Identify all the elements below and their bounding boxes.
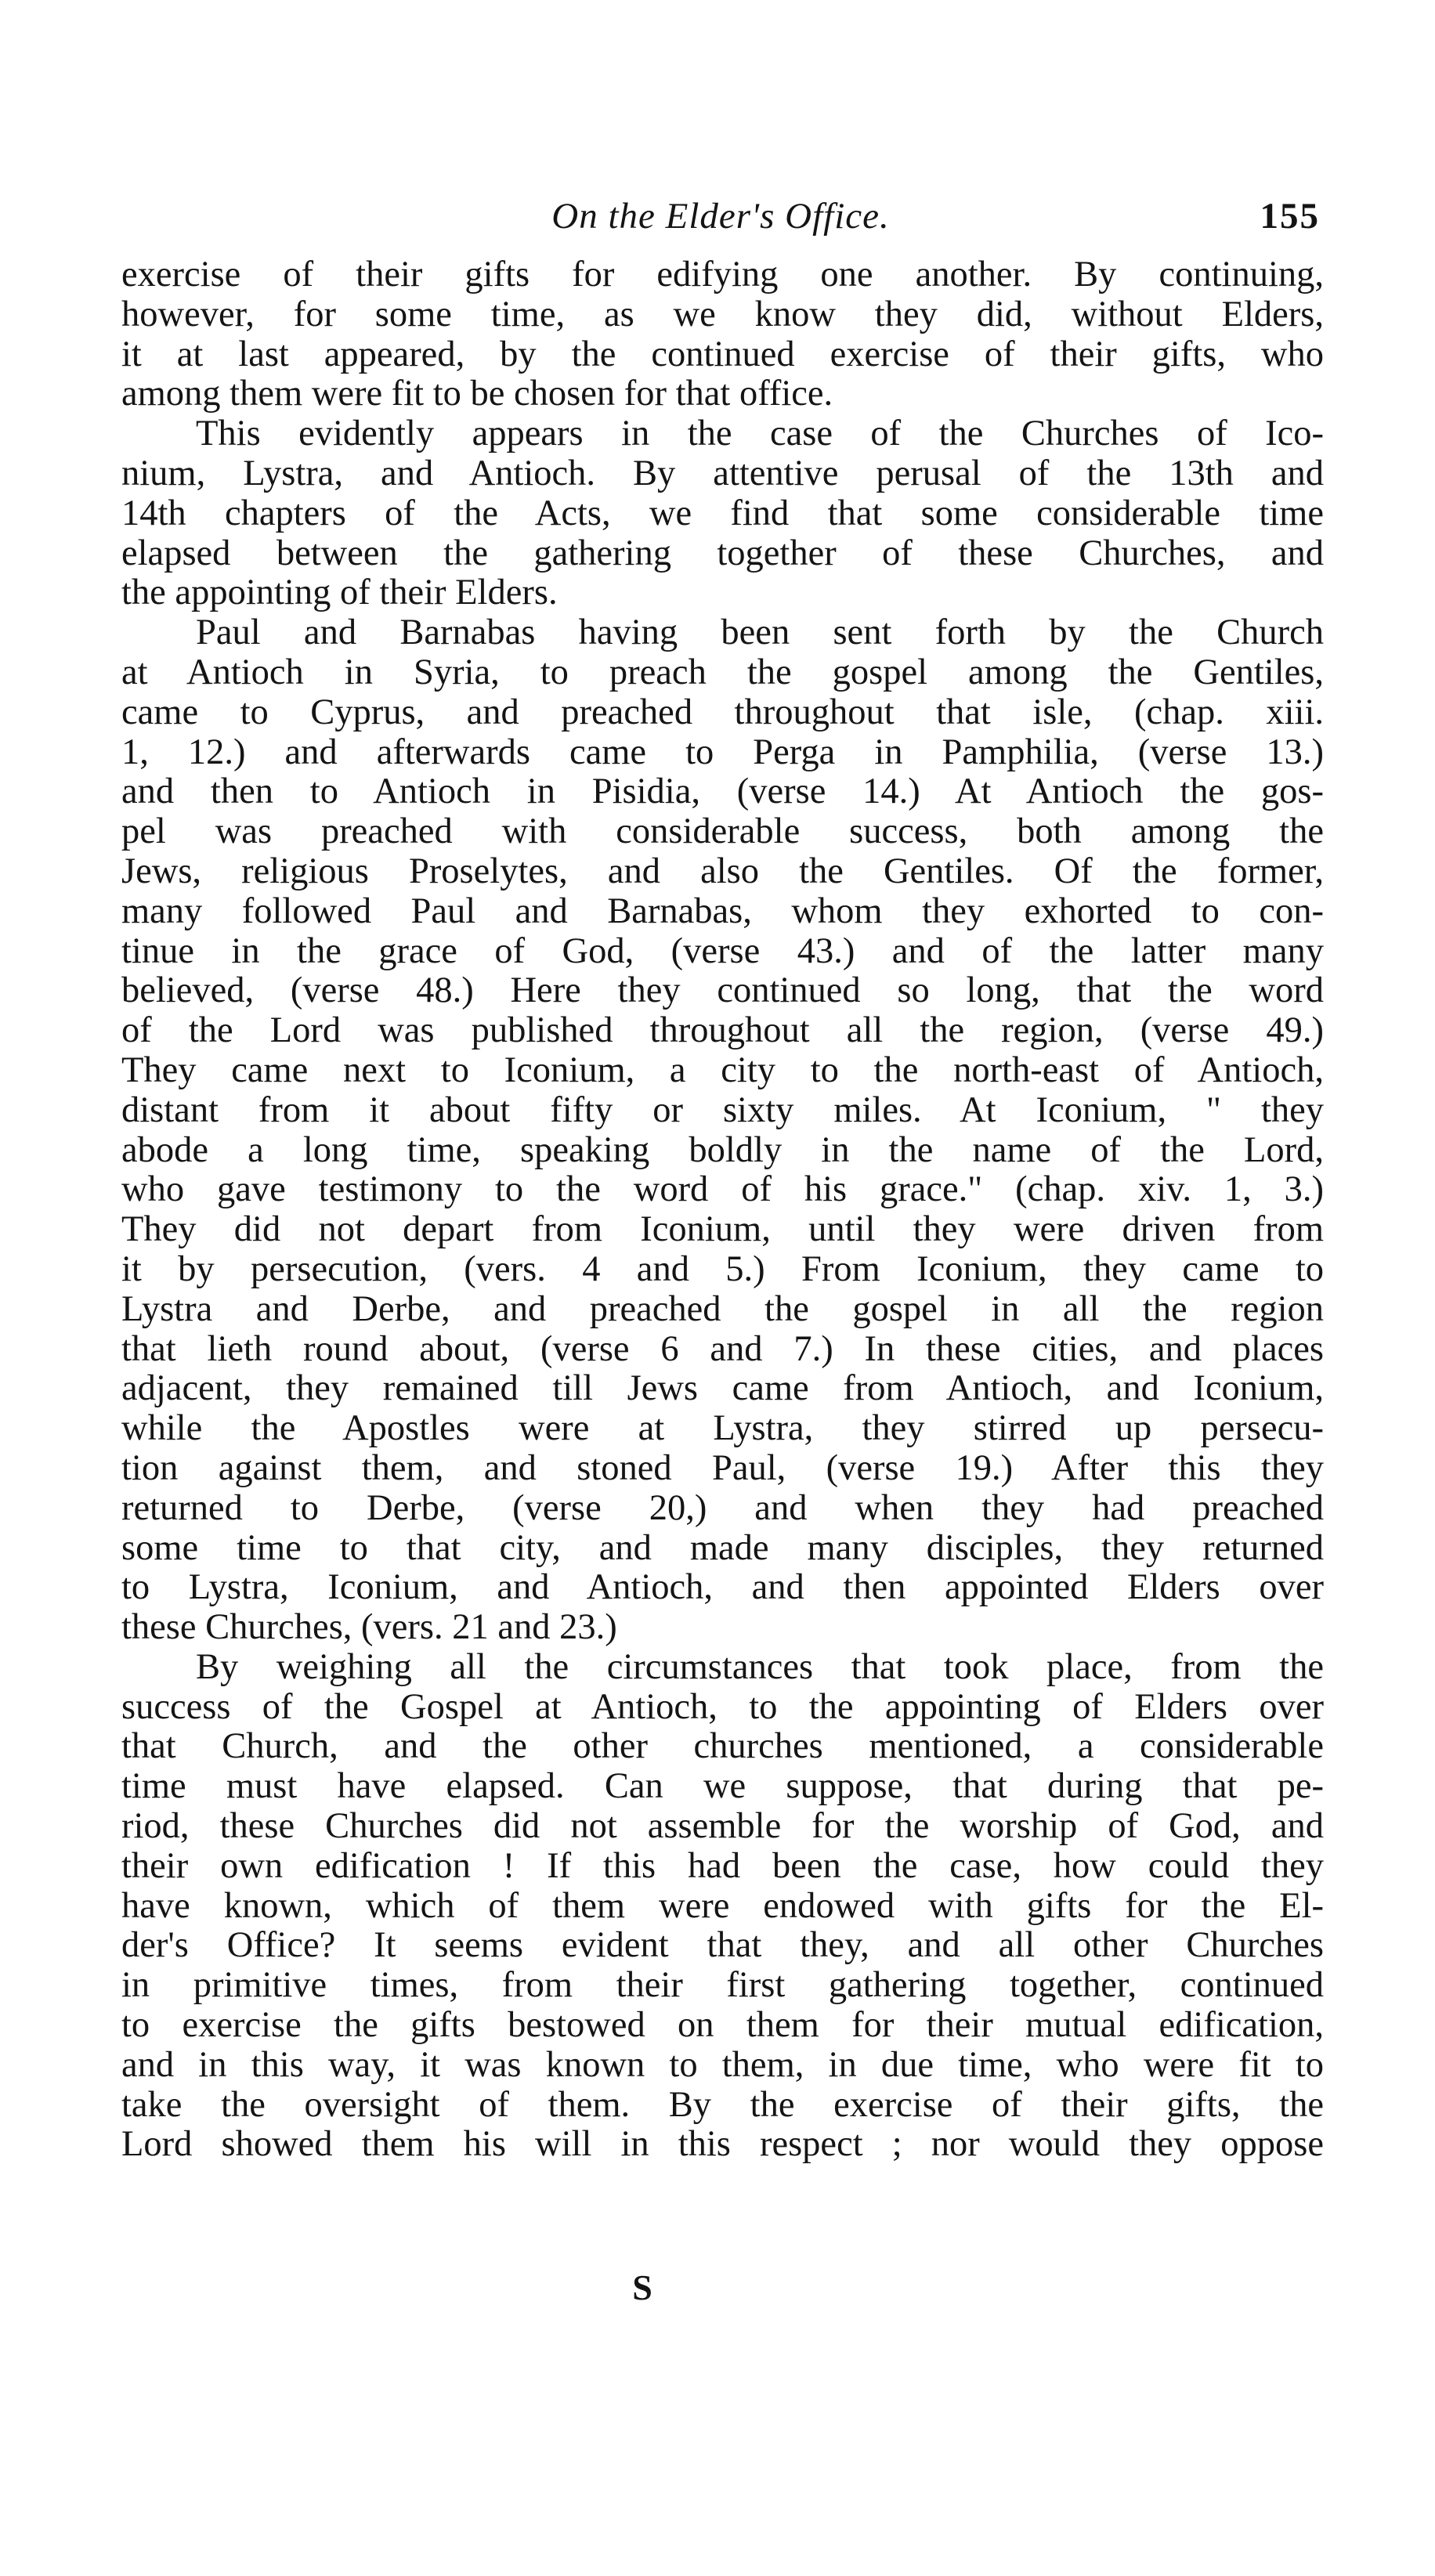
text-line: came to Cyprus, and preached throughout that isle, (chap. xiii. <box>121 692 1324 732</box>
text-line: among them were fit to be chosen for that office. <box>121 374 833 414</box>
text-line: elapsed between the gathering together of these Churches, and <box>121 533 1324 573</box>
text-line: By weighing all the circumstances that took place, from the <box>196 1647 1324 1687</box>
text-line: adjacent, they remained till Jews came from Antioch, and Iconium, <box>121 1369 1324 1409</box>
running-head <box>121 185 1320 247</box>
text-line: Jews, religious Proselytes, and also the Gentiles. Of the former, <box>121 851 1324 891</box>
text-line: time must have elapsed. Can we suppose, that during that pe- <box>121 1767 1324 1807</box>
text-line: their own edification ! If this had been the case, how could they <box>121 1846 1324 1886</box>
text-line: in primitive times, from their first gathering together, continued <box>121 1966 1324 2006</box>
text-line: Lystra and Derbe, and preached the gospel in all the region <box>121 1289 1324 1329</box>
text-line: at Antioch in Syria, to preach the gospel among the Gentiles, <box>121 652 1324 692</box>
text-line: tion against them, and stoned Paul, (verse 19.) After this they <box>121 1448 1324 1488</box>
running-title: On the Elder's Office. <box>551 196 890 237</box>
body-text <box>121 255 1324 2165</box>
text-line: abode a long time, speaking boldly in the name of the Lord, <box>121 1130 1324 1170</box>
text-line: it at last appeared, by the continued exercise of their gifts, who <box>121 334 1324 374</box>
text-line: exercise of their gifts for edifying one another. By continuing, <box>121 255 1324 294</box>
text-line: distant from it about fifty or sixty miles. At Iconium, " they <box>121 1090 1324 1130</box>
text-line: the appointing of their Elders. <box>121 573 558 613</box>
text-line: have known, which of them were endowed with gifts for the El- <box>121 1886 1324 1926</box>
text-line: these Churches, (vers. 21 and 23.) <box>121 1608 617 1648</box>
text-line: This evidently appears in the case of the Churches of Ico- <box>196 414 1324 454</box>
text-line: to exercise the gifts bestowed on them for their mutual edification, <box>121 2006 1324 2046</box>
text-line: believed, (verse 48.) Here they continued so long, that the word <box>121 971 1324 1011</box>
text-line: take the oversight of them. By the exercise of their gifts, the <box>121 2085 1324 2125</box>
text-line: Paul and Barnabas having been sent forth by the Church <box>196 613 1324 653</box>
text-line: pel was preached with considerable success, both among the <box>121 812 1324 852</box>
text-line: while the Apostles were at Lystra, they stirred up persecu- <box>121 1409 1324 1449</box>
text-line: success of the Gospel at Antioch, to the appointing of Elders over <box>121 1687 1324 1727</box>
text-line: to Lystra, Iconium, and Antioch, and then appointed Elders over <box>121 1568 1324 1608</box>
text-line: returned to Derbe, (verse 20,) and when they had preached <box>121 1488 1324 1528</box>
signature-mark: S <box>632 2267 652 2307</box>
text-line: it by persecution, (vers. 4 and 5.) From Iconium, they came to <box>121 1249 1324 1289</box>
text-line: They did not depart from Iconium, until they were driven from <box>121 1210 1324 1250</box>
text-line: Lord showed them his will in this respect ; nor would they oppose <box>121 2125 1324 2165</box>
text-line: nium, Lystra, and Antioch. By attentive perusal of the 13th and <box>121 453 1324 493</box>
text-line: and then to Antioch in Pisidia, (verse 14.) At Antioch the gos- <box>121 772 1324 812</box>
text-line: They came next to Iconium, a city to the north-east of Antioch, <box>121 1050 1324 1090</box>
text-line: der's Office? It seems evident that they, and all other Churches <box>121 1926 1324 1966</box>
text-line: and in this way, it was known to them, in due time, who were fit to <box>121 2045 1324 2085</box>
text-line: 14th chapters of the Acts, we find that some considerable time <box>121 493 1324 533</box>
text-line: tinue in the grace of God, (verse 43.) and of the latter many <box>121 931 1324 971</box>
text-line: however, for some time, as we know they did, without Elders, <box>121 294 1324 334</box>
text-line: many followed Paul and Barnabas, whom they exhorted to con- <box>121 891 1324 931</box>
text-line: some time to that city, and made many disciples, they returned <box>121 1528 1324 1568</box>
text-line: of the Lord was published throughout all the region, (verse 49.) <box>121 1011 1324 1051</box>
page-number: 155 <box>1260 196 1320 237</box>
text-line: who gave testimony to the word of his grace." (chap. xiv. 1, 3.) <box>121 1170 1324 1210</box>
text-line: 1, 12.) and afterwards came to Perga in Pamphilia, (verse 13.) <box>121 732 1324 772</box>
text-line: that Church, and the other churches mentioned, a considerable <box>121 1727 1324 1767</box>
text-line: that lieth round about, (verse 6 and 7.) In these cities, and places <box>121 1329 1324 1369</box>
text-line: riod, these Churches did not assemble for the worship of God, and <box>121 1807 1324 1847</box>
